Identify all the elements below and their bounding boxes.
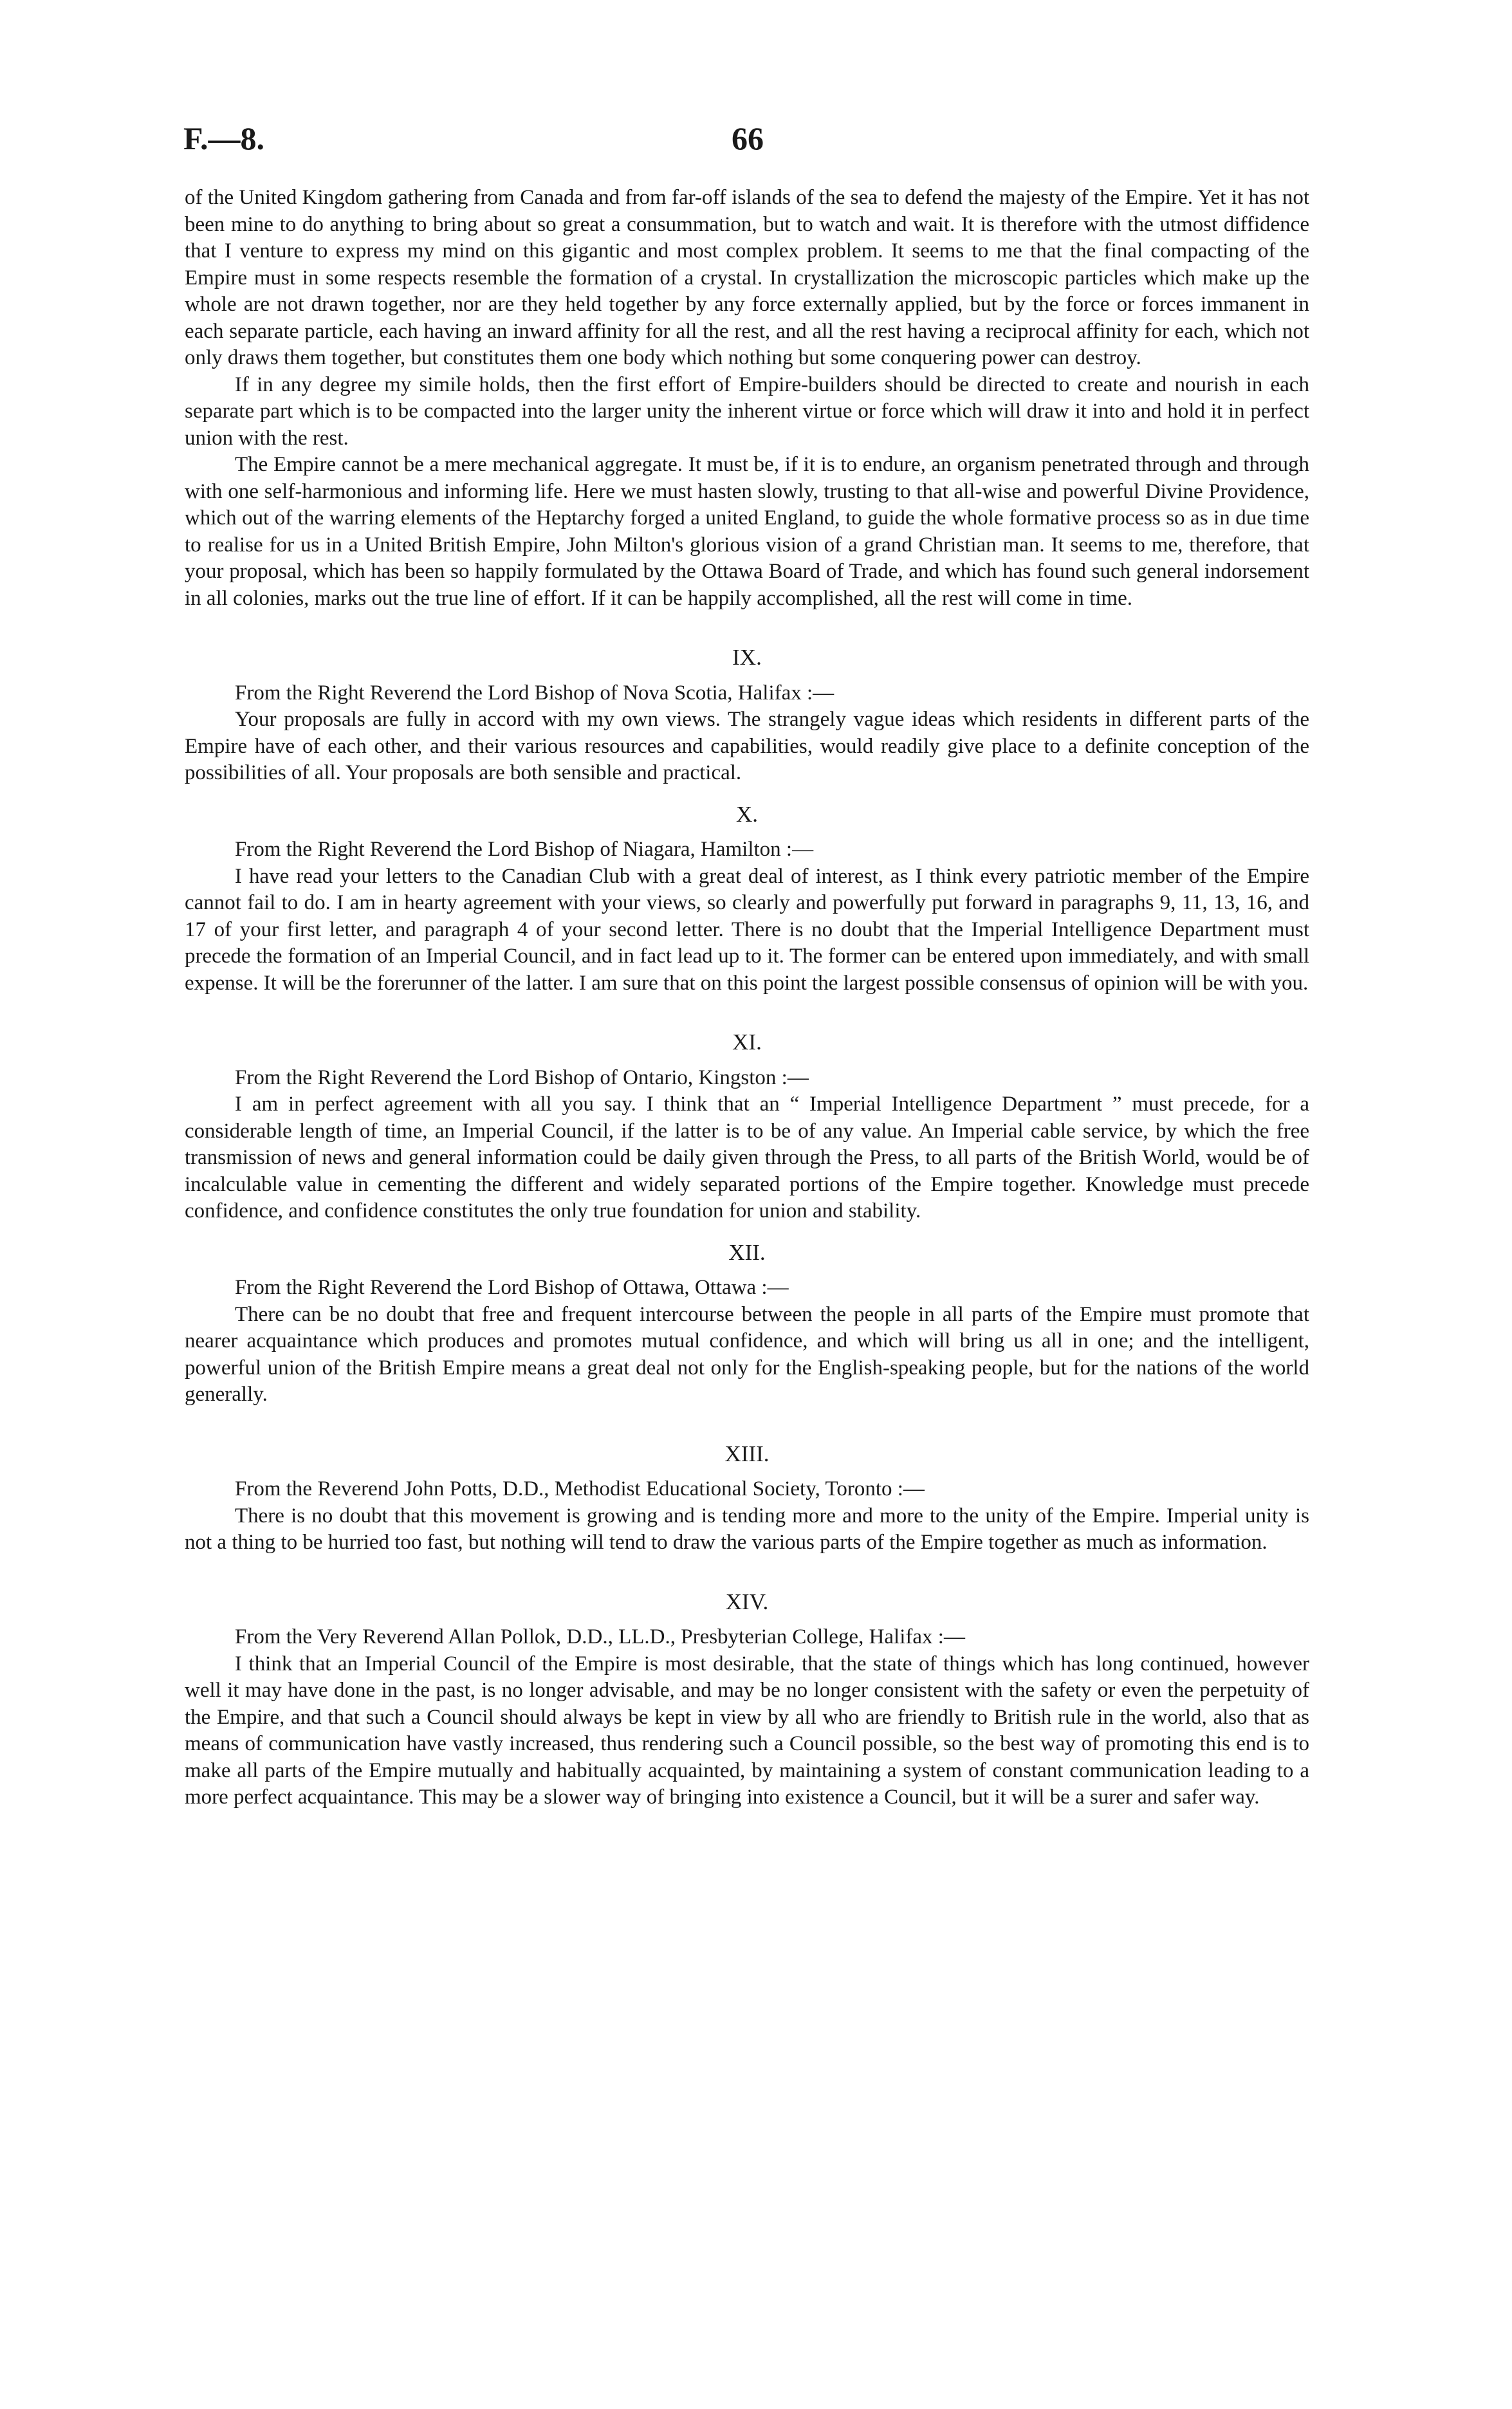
letter-sender: From the Reverend John Potts, D.D., Methodist Educational Society, Toronto :— (235, 1477, 925, 1500)
page-number: 66 (732, 120, 764, 156)
section-numeral: XIV. (725, 1589, 769, 1614)
letter-body: There can be no doubt that free and frequent intercourse between the people in all parts of the Empire must promote that nearer acquaintance which produces and promotes mutual confidence, and which will bring us all in one; and the intelligent, powerful union of the British Empire means a great deal not only for the English-speaking people, but for the nations of the world generally. (185, 1302, 1309, 1406)
letter-sender: From the Very Reverend Allan Pollok, D.D., LL.D., Presbyterian College, Halifax :— (235, 1625, 965, 1648)
section-numeral: XIII. (724, 1441, 770, 1466)
letter-sender: From the Right Reverend the Lord Bishop of Ottawa, Ottawa :— (235, 1276, 789, 1299)
letter-body: I think that an Imperial Council of the Empire is most desirable, that the state of things which has long continued, however well it may have done in the past, is no longer advisable, and may be no longer consistent with the safety or even the perpetuity of the Empire, and that such a Council should always be kept in view by all who are friendly to British rule in the world, also that as means of communication have vastly increased, thus rendering such a Council possible, so the best way of promoting this end is to make all parts of the Empire mutually and habitually acquainted, by maintaining a system of constant communication leading to a more perfect acquaintance. This may be a slower way of bringing into existence a Council, but it will be a surer and safer way. (185, 1652, 1309, 1809)
letter-section-xii (185, 1239, 1309, 1408)
letter-section-xiv (185, 1589, 1309, 1811)
letter-sender: From the Right Reverend the Lord Bishop of Nova Scotia, Halifax :— (235, 681, 834, 705)
letter-section-xiii (185, 1441, 1309, 1556)
letter-sender: From the Right Reverend the Lord Bishop of Niagara, Hamilton :— (235, 838, 814, 861)
page-header (183, 120, 1309, 165)
letter-section-xi (185, 1029, 1309, 1225)
section-numeral: XI. (732, 1029, 762, 1055)
letter-section-ix (185, 644, 1309, 787)
letter-body: I have read your letters to the Canadian Club with a great deal of interest, as I think every patriotic member of the Empire cannot fail to do. I am in hearty agreement with your views, so clearly and powerfully put forward in paragraphs 9, 11, 13, 16, and 17 of your first letter, and paragraph 4 of your second letter. There is no doubt that the Imperial Intelligence Department must precede the formation of an Imperial Council, and in fact lead up to it. The former can be entered upon immediately, and with small expense. It will be the forerunner of the latter. I am sure that on this point the largest possible consensus of opinion will be with you. (185, 864, 1309, 995)
letter-section-x (185, 801, 1309, 997)
intro-paragraph: The Empire cannot be a mere mechanical aggregate. It must be, if it is to endure, an organism penetrated through and through with one self-harmonious and informing life. Here we must hasten slowly, trusting to that all-wise and powerful Divine Providence, which out of the warring elements of the Heptarchy forged a united England, to guide the whole formative process so as in due time to realise for us in a United British Empire, John Milton's glorious vision of a grand Christian man. It seems to me, therefore, that your proposal, which has been so happily formulated by the Ottawa Board of Trade, and which has found such general indorsement in all colonies, marks out the true line of effort. If it can be happily accomplished, all the rest will come in time. (185, 453, 1309, 610)
page-body (185, 185, 1309, 1811)
section-numeral: X. (735, 801, 759, 827)
letter-sender: From the Right Reverend the Lord Bishop of Ontario, Kingston :— (235, 1066, 809, 1089)
letter-body: I am in perfect agreement with all you say. I think that an “ Imperial Intelligence Department ” must precede, for a considerable length of time, an Imperial Council, if the latter is to be of any value. An Imperial cable service, by which the free transmission of news and general information could be daily given through the Press, to all parts of the British World, would be of incalculable value in cementing the different and widely separated portions of the Empire together. Knowledge must precede confidence, and confidence constitutes the only true foundation for union and stability. (185, 1093, 1309, 1223)
intro-paragraph: of the United Kingdom gathering from Canada and from far-off islands of the sea to defend the majesty of the Empire. Yet it has not been mine to do anything to bring about so great a consummation, but to watch and wait. It is therefore with the utmost diffidence that I venture to express my mind on this gigantic and most complex problem. It seems to me that the final compacting of the Empire must in some respects resemble the formation of a crystal. In crystallization the microscopic particles which make up the whole are not drawn together, nor are they held together by any force externally applied, but by the force or forces immanent in each separate particle, each having an inward affinity for all the rest, and all the rest having a reciprocal affinity for each, which not only draws them together, but constitutes them one body which nothing but some conquering power can destroy. (185, 186, 1309, 369)
intro-paragraph: If in any degree my simile holds, then the first effort of Empire-builders should be directed to create and nourish in each separate part which is to be compacted into the larger unity the inherent virtue or force which will draw it into and hold it in perfect union with the rest. (185, 373, 1309, 450)
letter-body: There is no doubt that this movement is growing and is tending more and more to the unity of the Empire. Imperial unity is not a thing to be hurried too fast, but nothing will tend to draw the various parts of the Empire together as much as information. (185, 1504, 1309, 1554)
section-numeral: XII. (728, 1239, 766, 1265)
document-reference: F.—8. (183, 120, 264, 156)
letter-body: Your proposals are fully in accord with my own views. The strangely vague ideas which residents in different parts of the Empire have of each other, and their various resources and capabilities, would readily give place to a definite conception of the possibilities of all. Your proposals are both sensible and practical. (185, 708, 1309, 784)
section-numeral: IX. (732, 645, 762, 670)
